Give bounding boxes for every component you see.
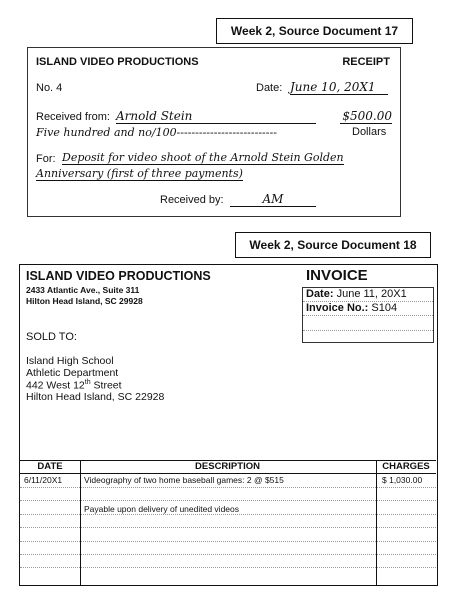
receipt-for-line2: Anniversary (first of three payments) (36, 167, 243, 180)
invoice-info-box (302, 287, 434, 343)
customer-line1: Island High School (26, 355, 114, 367)
invoice-number-label: Invoice No.: (306, 302, 369, 314)
receipt-number: No. 4 (36, 82, 63, 94)
row-rule (20, 527, 436, 528)
invoice-date-row (303, 288, 433, 302)
receipt-for-line1: Deposit for video shoot of the Arnold Stein Golden (62, 151, 344, 164)
received-from-value: Arnold Stein (116, 109, 316, 124)
dollars-label: Dollars (352, 126, 387, 138)
row-rule (20, 500, 436, 501)
table-row (20, 474, 436, 486)
doc18-label-text: Week 2, Source Document 18 (249, 238, 417, 252)
sold-to-label: SOLD TO: (26, 331, 77, 343)
row-rule (20, 541, 436, 542)
column-header-charges: CHARGES (382, 461, 430, 472)
table-header (20, 461, 436, 474)
invoice (19, 264, 438, 586)
customer-street-number: 442 West 12 (26, 379, 85, 392)
customer-street-name: Street (90, 379, 122, 392)
row-rule (20, 554, 436, 555)
receipt-title: RECEIPT (342, 56, 390, 68)
doc18-label (235, 232, 431, 258)
invoice-info-blank-row (303, 316, 433, 331)
receipt-company: ISLAND VIDEO PRODUCTIONS (36, 56, 199, 68)
customer-line3 (26, 379, 122, 392)
doc17-label (216, 18, 413, 44)
doc17-label-text: Week 2, Source Document 17 (230, 24, 399, 38)
invoice-number-row (303, 302, 433, 316)
invoice-number-value: S104 (371, 302, 398, 314)
receipt-date-label: Date: (256, 82, 283, 94)
received-from-label: Received from: (36, 111, 110, 123)
row-date: 6/11/20X1 (24, 475, 63, 485)
row-description: Videography of two home baseball games: 2 @ $515 (84, 475, 284, 485)
amount-in-words: Five hundred and no/100--------------------------- (36, 126, 277, 139)
invoice-title: INVOICE (306, 267, 368, 284)
receipt-for-label: For: (36, 153, 56, 165)
row-description: Payable upon delivery of unedited videos (84, 504, 239, 514)
invoice-company: ISLAND VIDEO PRODUCTIONS (26, 269, 211, 283)
received-by-value: AM (230, 192, 316, 207)
row-charges: $ 1,030.00 (382, 475, 423, 485)
line-items-table (20, 460, 436, 585)
customer-street-suffix: th (84, 379, 91, 386)
row-rule (20, 567, 436, 568)
receipt-amount: $500.00 (340, 109, 392, 124)
invoice-date-value: June 11, 20X1 (336, 288, 407, 300)
customer-line2: Athletic Department (26, 367, 119, 379)
column-header-date: DATE (37, 461, 63, 472)
invoice-address-line1: 2433 Atlantic Ave., Suite 311 (26, 285, 140, 295)
customer-line4: Hilton Head Island, SC 22928 (26, 391, 165, 403)
receipt (27, 47, 401, 217)
table-row (20, 503, 436, 515)
invoice-date-label: Date: (306, 288, 334, 300)
receipt-date-value: June 10, 20X1 (290, 80, 388, 95)
row-rule (20, 487, 436, 488)
received-by-label: Received by: (160, 194, 224, 206)
invoice-address-line2: Hilton Head Island, SC 29928 (26, 296, 143, 306)
column-header-description: DESCRIPTION (195, 461, 260, 472)
